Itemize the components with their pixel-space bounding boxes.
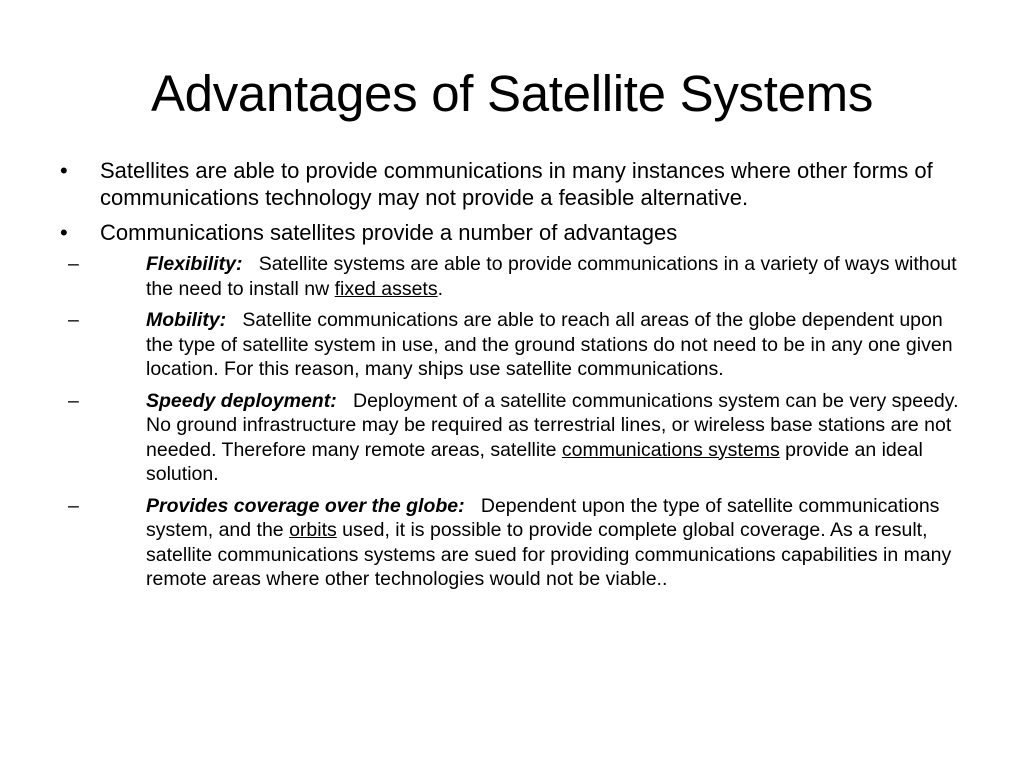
bullet-point: [56, 157, 968, 211]
orbits-link[interactable]: orbits: [289, 519, 337, 541]
dash-glyph: –: [68, 389, 79, 412]
sub-bullet-text: Dependent upon the type of satellite communications system, and the: [146, 494, 940, 541]
sub-bullet-text-end: .: [437, 277, 444, 300]
dash-glyph: –: [68, 309, 79, 331]
sub-bullet-flexibility: [56, 252, 968, 301]
bullet-text: Satellites are able to provide communications in many instances where other forms of communications technology may not provide a feasible alternative.: [100, 158, 933, 210]
sub-bullet-text-end: used, it is possible to provide complete global coverage. As a result, satellite communications systems are sued for providing communications capabilities in many remote areas where other technologies would not be viable..: [146, 519, 952, 590]
dash-glyph: –: [68, 494, 79, 517]
fixed-assets-link[interactable]: fixed assets: [334, 277, 438, 300]
communications-systems-link[interactable]: communications systems: [561, 438, 780, 461]
bullet-list: [56, 157, 968, 600]
sub-bullet-heading: Provides coverage over the globe:: [146, 494, 465, 517]
sub-bullet-global-coverage: [56, 494, 968, 592]
bullet-glyph: •: [60, 158, 68, 183]
sub-bullet-heading: Mobility:: [146, 309, 227, 331]
sub-bullet-speedy-deployment: [56, 389, 968, 487]
sub-bullet-heading: Flexibility:: [146, 253, 243, 275]
sub-bullet-list: [68, 252, 968, 592]
sub-bullet-text: Satellite communications are able to reach all areas of the globe dependent upon the type of satellite system in use, and the ground stations do not need to be in any one given location. For this reason, many ships use satellite communications.: [146, 309, 953, 380]
dash-glyph: –: [68, 253, 79, 275]
sub-bullet-text: Satellite systems are able to provide communications in a variety of ways without the need to install nw: [146, 253, 957, 300]
sub-bullet-heading: Speedy deployment:: [146, 389, 337, 412]
bullet-text: Communications satellites provide a number of advantages: [100, 220, 678, 245]
sub-bullet-text-end: provide an ideal solution.: [146, 438, 923, 485]
sub-bullet-text: Deployment of a satellite communications system can be very speedy. No ground infrastructure may be required as terrestrial lines, or wireless base stations are not needed. Therefore many remote areas, satellite: [146, 389, 959, 461]
sub-bullet-mobility: [56, 308, 968, 382]
bullet-point: [56, 219, 968, 592]
bullet-glyph: •: [60, 220, 68, 245]
slide-title: Advantages of Satellite Systems: [150, 65, 874, 122]
